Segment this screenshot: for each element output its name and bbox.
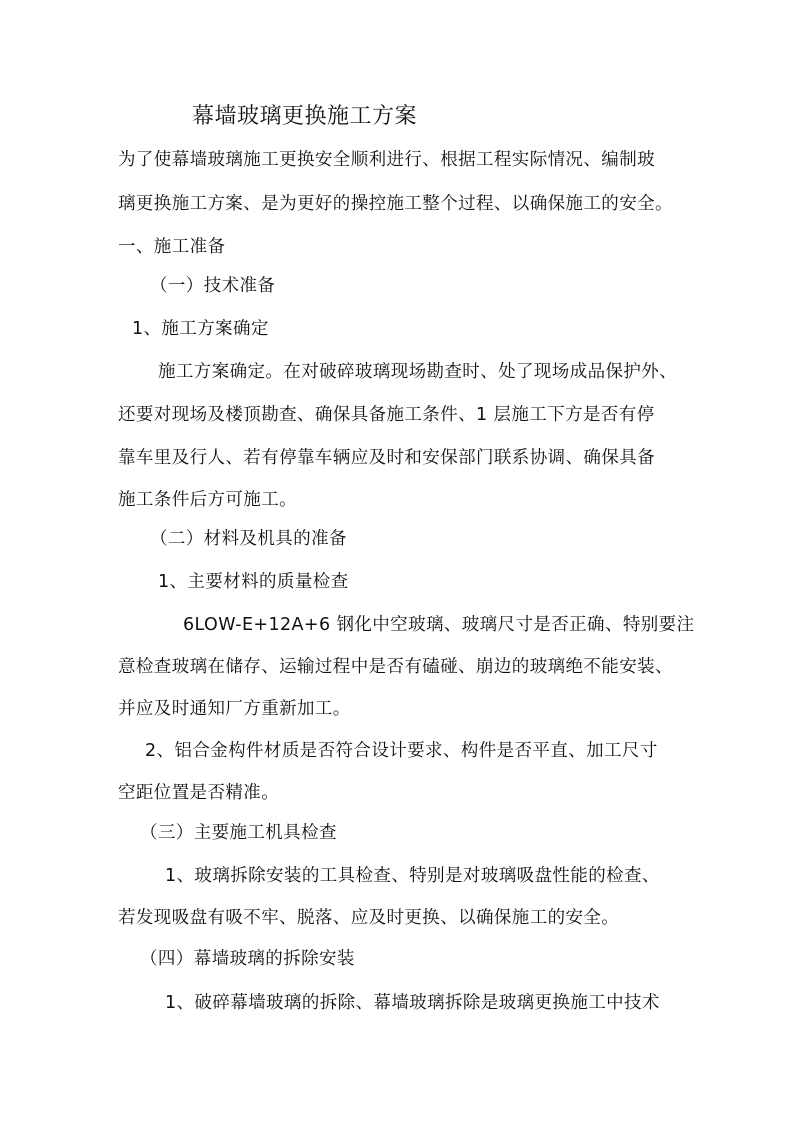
section-heading-preparation: 一、施工准备 (118, 237, 226, 257)
item-heading-plan: 1、施工方案确定 (132, 319, 269, 339)
body-line-8: 靠车里及行人、若有停靠车辆应及时和安保部门联系协调、确保具备 (118, 448, 655, 468)
subsection-heading-removal: （四）幕墙玻璃的拆除安装 (140, 949, 355, 969)
body-line-2: 璃更换施工方案、是为更好的操控施工整个过程、以确保施工的安全。 (118, 194, 673, 214)
body-line-12: 6LOW-E+12A+6 钢化中空玻璃、玻璃尺寸是否正确、特别要注 (183, 615, 695, 635)
body-line-16: 空距位置是否精准。 (118, 783, 280, 803)
body-line-18: 1、玻璃拆除安装的工具检查、特别是对玻璃吸盘性能的检查、 (165, 866, 660, 886)
body-line-15: 2、铝合金构件材质是否符合设计要求、构件是否平直、加工尺寸 (145, 741, 658, 761)
body-line-21: 1、破碎幕墙玻璃的拆除、幕墙玻璃拆除是玻璃更换施工中技术 (165, 993, 660, 1013)
body-line-13: 意检查玻璃在储存、运输过程中是否有磕碰、崩边的玻璃绝不能安装、 (118, 657, 673, 677)
body-line-1: 为了使幕墙玻璃施工更换安全顺利进行、根据工程实际情况、编制玻 (118, 150, 655, 170)
body-line-7: 还要对现场及楼顶勘查、确保具备施工条件、1 层施工下方是否有停 (118, 405, 655, 425)
body-line-6: 施工方案确定。在对破碎玻璃现场勘查时、处了现场成品保护外、 (158, 362, 678, 382)
subsection-heading-tools: （三）主要施工机具检查 (140, 823, 337, 843)
item-heading-material-check: 1、主要材料的质量检查 (158, 572, 349, 592)
document-title: 幕墙玻璃更换施工方案 (192, 104, 418, 129)
body-line-14: 并应及时通知厂方重新加工。 (118, 699, 351, 719)
subsection-heading-materials: （二）材料及机具的准备 (150, 529, 347, 549)
body-line-19: 若发现吸盘有吸不牢、脱落、应及时更换、以确保施工的安全。 (118, 908, 620, 928)
body-line-9: 施工条件后方可施工。 (118, 490, 297, 510)
subsection-heading-technical: （一）技术准备 (150, 276, 276, 296)
